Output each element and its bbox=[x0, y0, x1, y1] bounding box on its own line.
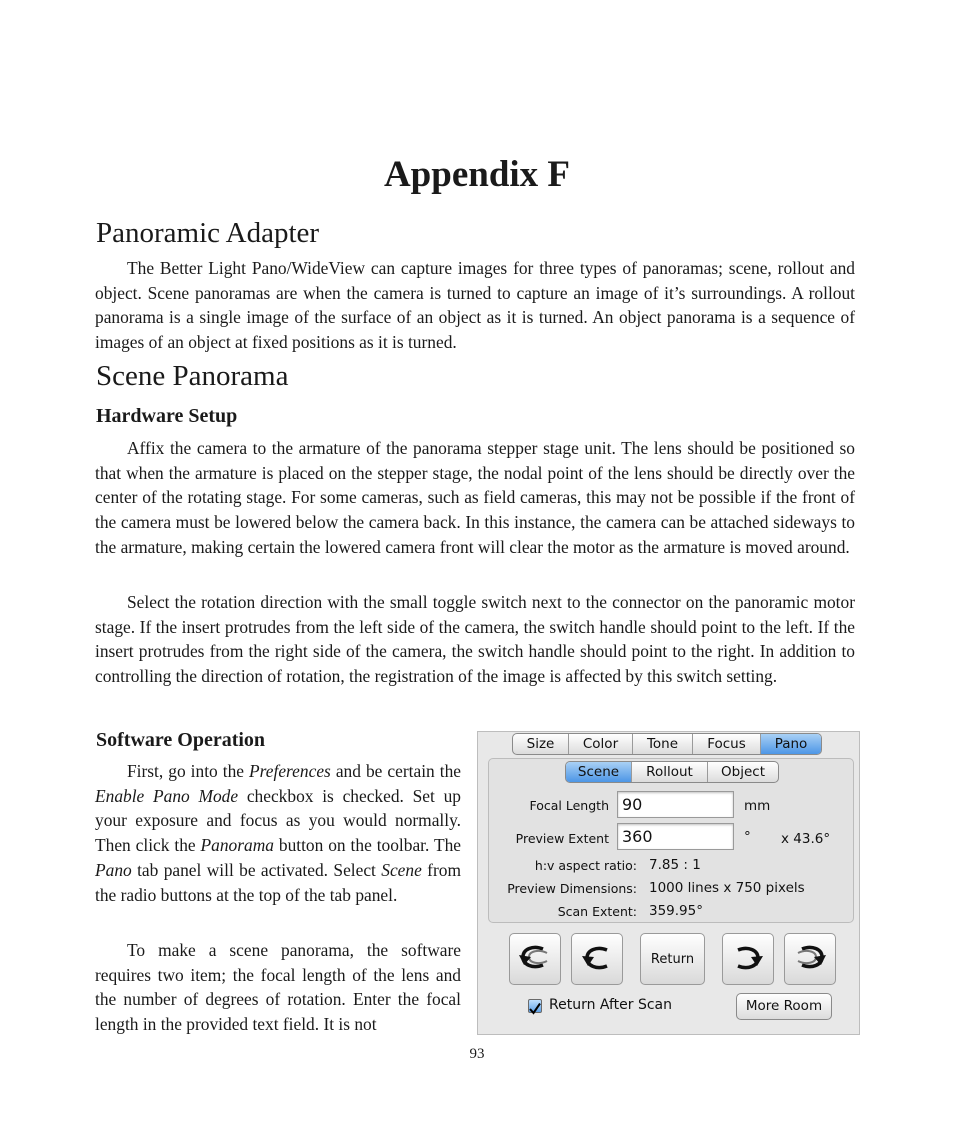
focal-length-unit: mm bbox=[744, 798, 771, 814]
checkmark-icon bbox=[529, 1003, 541, 1015]
return-button[interactable] bbox=[640, 933, 705, 985]
tab-bar bbox=[512, 733, 822, 755]
preview-extent-input[interactable]: 360 bbox=[617, 823, 734, 850]
subheading-software-operation: Software Operation bbox=[96, 729, 266, 751]
paragraph-hardware-1: Affix the camera to the armature of the panorama stepper stage unit. The lens should be positioned so that when the armature is placed on the stepper stage, the nodal point of the lens should be directly over the center of the rotating stage. For some cameras, such as field cameras, this may not be possible if the front of the camera must be lowered below the camera back. In this instance, the camera can be attached sideways to the armature, making certain the lowered camera front will clear the motor as the armature is moved around. bbox=[95, 438, 855, 557]
more-room-button[interactable]: More Room bbox=[736, 993, 832, 1020]
pano-mode-selector bbox=[565, 761, 779, 783]
mode-rollout[interactable]: Rollout bbox=[632, 762, 708, 782]
subheading-hardware-setup: Hardware Setup bbox=[96, 405, 238, 427]
pano-panel-screenshot bbox=[477, 731, 860, 1035]
section-heading-panoramic-adapter: Panoramic Adapter bbox=[96, 217, 320, 249]
tab-pano[interactable]: Pano bbox=[761, 734, 821, 754]
return-button-label: Return bbox=[650, 951, 695, 967]
preview-dimensions-value: 1000 lines x 750 pixels bbox=[649, 880, 805, 896]
tab-tone[interactable]: Tone bbox=[633, 734, 693, 754]
return-after-scan-checkbox[interactable] bbox=[528, 999, 542, 1013]
preview-extent-label: Preview Extent bbox=[515, 831, 609, 846]
rotate-right-fast-button[interactable] bbox=[784, 933, 836, 985]
aspect-ratio-value: 7.85 : 1 bbox=[649, 857, 701, 873]
scan-extent-label: Scan Extent: bbox=[557, 904, 637, 919]
paragraph-hardware-2: Select the rotation direction with the small toggle switch next to the connector on the panoramic motor stage. If the insert protrudes from the left side of the camera, the switch handle should point to the left. If the insert protrudes from the right side of the camera, the switch handle should point to the right. In addition to controlling the direction of rotation, the registration of the image is affected by this switch setting. bbox=[95, 592, 855, 687]
section-heading-scene-panorama: Scene Panorama bbox=[96, 360, 289, 392]
tab-size[interactable]: Size bbox=[513, 734, 569, 754]
tab-focus[interactable]: Focus bbox=[693, 734, 761, 754]
chapter-title: Appendix F bbox=[383, 154, 571, 195]
focal-length-input[interactable]: 90 bbox=[617, 791, 734, 818]
scan-extent-value: 359.95° bbox=[649, 903, 703, 919]
page-number: 93 bbox=[469, 1046, 485, 1062]
paragraph-software-1: First, go into the Preferences and be certain the Enable Pano Mode checkbox is checked. Set up your exposure and focus as you would normally. Then click the Panorama button on the toolbar. The Pano tab panel will be activated. Select Scene from the radio buttons at the top of the tab panel. bbox=[95, 761, 461, 905]
mode-object[interactable]: Object bbox=[721, 764, 765, 780]
rotate-right-fast-icon bbox=[792, 943, 828, 975]
mode-scene[interactable]: Scene bbox=[566, 762, 632, 782]
rotate-right-icon bbox=[732, 944, 764, 974]
focal-length-label: Focal Length bbox=[529, 798, 609, 813]
paragraph-panoramic-intro: The Better Light Pano/WideView can capture images for three types of panoramas; scene, rollout and object. Scene panoramas are when the camera is turned to capture an image of it’s surroundings. A rollout panorama is a single image of the surface of an object as it is turned. An object panorama is a sequence of images of an object at fixed positions as it is turned. bbox=[95, 258, 855, 353]
rotate-left-icon bbox=[581, 944, 613, 974]
rotate-right-button[interactable] bbox=[722, 933, 774, 985]
tab-color[interactable]: Color bbox=[569, 734, 633, 754]
rotate-left-button[interactable] bbox=[571, 933, 623, 985]
rotate-left-fast-button[interactable] bbox=[509, 933, 561, 985]
paragraph-software-2: To make a scene panorama, the software requires two item; the focal length of the lens and the number of degrees of rotation. Enter the focal length in the provided text field. It is not bbox=[95, 940, 461, 1035]
preview-dimensions-label: Preview Dimensions: bbox=[507, 881, 637, 896]
preview-extent-unit: ° bbox=[744, 829, 751, 845]
preview-extent-extra: x 43.6° bbox=[781, 831, 831, 847]
return-after-scan-label: Return After Scan bbox=[549, 997, 673, 1013]
rotate-left-fast-icon bbox=[517, 943, 553, 975]
aspect-ratio-label: h:v aspect ratio: bbox=[534, 858, 637, 873]
